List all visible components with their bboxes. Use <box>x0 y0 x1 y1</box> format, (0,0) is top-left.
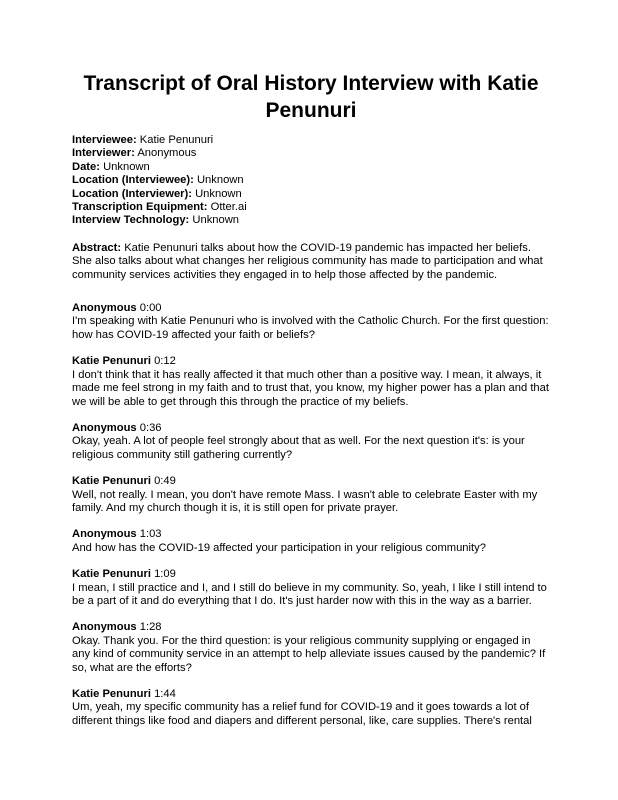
metadata-value: Anonymous <box>137 147 197 160</box>
metadata-line <box>72 147 550 160</box>
transcript-turn <box>72 302 550 342</box>
transcript-turns <box>72 302 550 728</box>
metadata-block <box>72 134 550 228</box>
speaker-name: Katie Penunuri <box>72 688 151 700</box>
metadata-line <box>72 161 550 174</box>
transcript-turn <box>72 688 550 728</box>
turn-text: I don't think that it has really affected it that much other than a positive way. I mean, it always, it made me feel strong in my faith and to trust that, you know, my higher power has a plan and that we will be able to get through this through the practice of my beliefs. <box>72 368 549 408</box>
turn-heading <box>72 621 550 634</box>
transcript-turn <box>72 475 550 515</box>
transcript-turn <box>72 422 550 462</box>
turn-timestamp: 1:44 <box>154 688 176 700</box>
metadata-value: Katie Penunuri <box>139 134 214 146</box>
metadata-label: Location (Interviewer): <box>72 187 192 200</box>
turn-text: And how has the COVID-19 affected your participation in your religious community? <box>72 541 486 554</box>
turn-timestamp: 1:03 <box>139 528 162 541</box>
metadata-value: Unknown <box>196 174 244 187</box>
page-title: Transcript of Oral History Interview with Katie Penunuri <box>83 72 539 122</box>
transcript-turn <box>72 568 550 608</box>
turn-text: Well, not really. I mean, you don't have remote Mass. I wasn't able to celebrate Easter with my family. And my church though it is, it is still open for private prayer. <box>72 488 538 514</box>
turn-timestamp: 0:49 <box>154 475 176 488</box>
abstract-paragraph <box>72 242 550 282</box>
transcript-turn <box>72 621 550 675</box>
turn-heading <box>72 688 550 701</box>
turn-text: Um, yeah, my specific community has a relief fund for COVID-19 and it goes towards a lot of different things like food and diapers and different personal, like, care supplies. There's rental <box>72 701 532 727</box>
metadata-label: Transcription Equipment: <box>72 201 208 214</box>
metadata-label: Interview Technology: <box>72 214 190 227</box>
metadata-value: Unknown <box>192 214 240 227</box>
turn-heading <box>72 422 550 435</box>
turn-timestamp: 0:36 <box>139 421 162 434</box>
abstract-text: Katie Penunuri talks about how the COVID-19 pandemic has impacted her beliefs. She also talks about what changes her religious community has made to participation and what community services activities they engaged in to help those affected by the pandemic. <box>72 241 543 281</box>
metadata-label: Interviewer: <box>72 147 135 160</box>
turn-timestamp: 1:28 <box>139 621 162 634</box>
metadata-value: Otter.ai <box>210 201 247 214</box>
transcript-turn <box>72 355 550 409</box>
metadata-value: Unknown <box>195 187 242 200</box>
transcript-turn <box>72 528 550 555</box>
turn-text: Okay. Thank you. For the third question: is your religious community supplying or engaged in any kind of community service in an attempt to help alleviate issues caused by the pandemic? If so, what are the efforts? <box>72 634 546 674</box>
speaker-name: Anonymous <box>72 421 137 434</box>
turn-text: I mean, I still practice and I, and I still do believe in my community. So, yeah, I like I still intend to be a part of it and do everything that I do. It's just harder now with this in the way as a barrier. <box>72 581 547 607</box>
speaker-name: Anonymous <box>72 302 137 315</box>
abstract-label: Abstract: <box>72 241 122 254</box>
metadata-line <box>72 214 550 227</box>
turn-heading <box>72 475 550 488</box>
metadata-line <box>72 134 550 147</box>
turn-heading <box>72 302 550 315</box>
speaker-name: Katie Penunuri <box>72 475 151 488</box>
turn-heading <box>72 568 550 581</box>
turn-timestamp: 0:00 <box>139 302 162 315</box>
turn-heading <box>72 355 550 368</box>
turn-heading <box>72 528 550 541</box>
metadata-line <box>72 188 550 201</box>
speaker-name: Katie Penunuri <box>72 355 151 368</box>
metadata-label: Date: <box>72 160 100 173</box>
metadata-label: Interviewee: <box>72 134 137 146</box>
speaker-name: Anonymous <box>72 528 137 541</box>
turn-timestamp: 1:09 <box>154 568 176 581</box>
metadata-line <box>72 201 550 214</box>
turn-text: I'm speaking with Katie Penunuri who is involved with the Catholic Church. For the first question: how has COVID-19 affected your faith or beliefs? <box>72 315 549 341</box>
turn-text: Okay, yeah. A lot of people feel strongly about that as well. For the next question it's: is your religious community still gathering currently? <box>72 435 525 461</box>
speaker-name: Katie Penunuri <box>72 568 151 581</box>
metadata-line <box>72 174 550 187</box>
metadata-value: Unknown <box>103 160 150 173</box>
speaker-name: Anonymous <box>72 621 137 634</box>
metadata-label: Location (Interviewee): <box>72 174 194 187</box>
turn-timestamp: 0:12 <box>154 355 176 368</box>
